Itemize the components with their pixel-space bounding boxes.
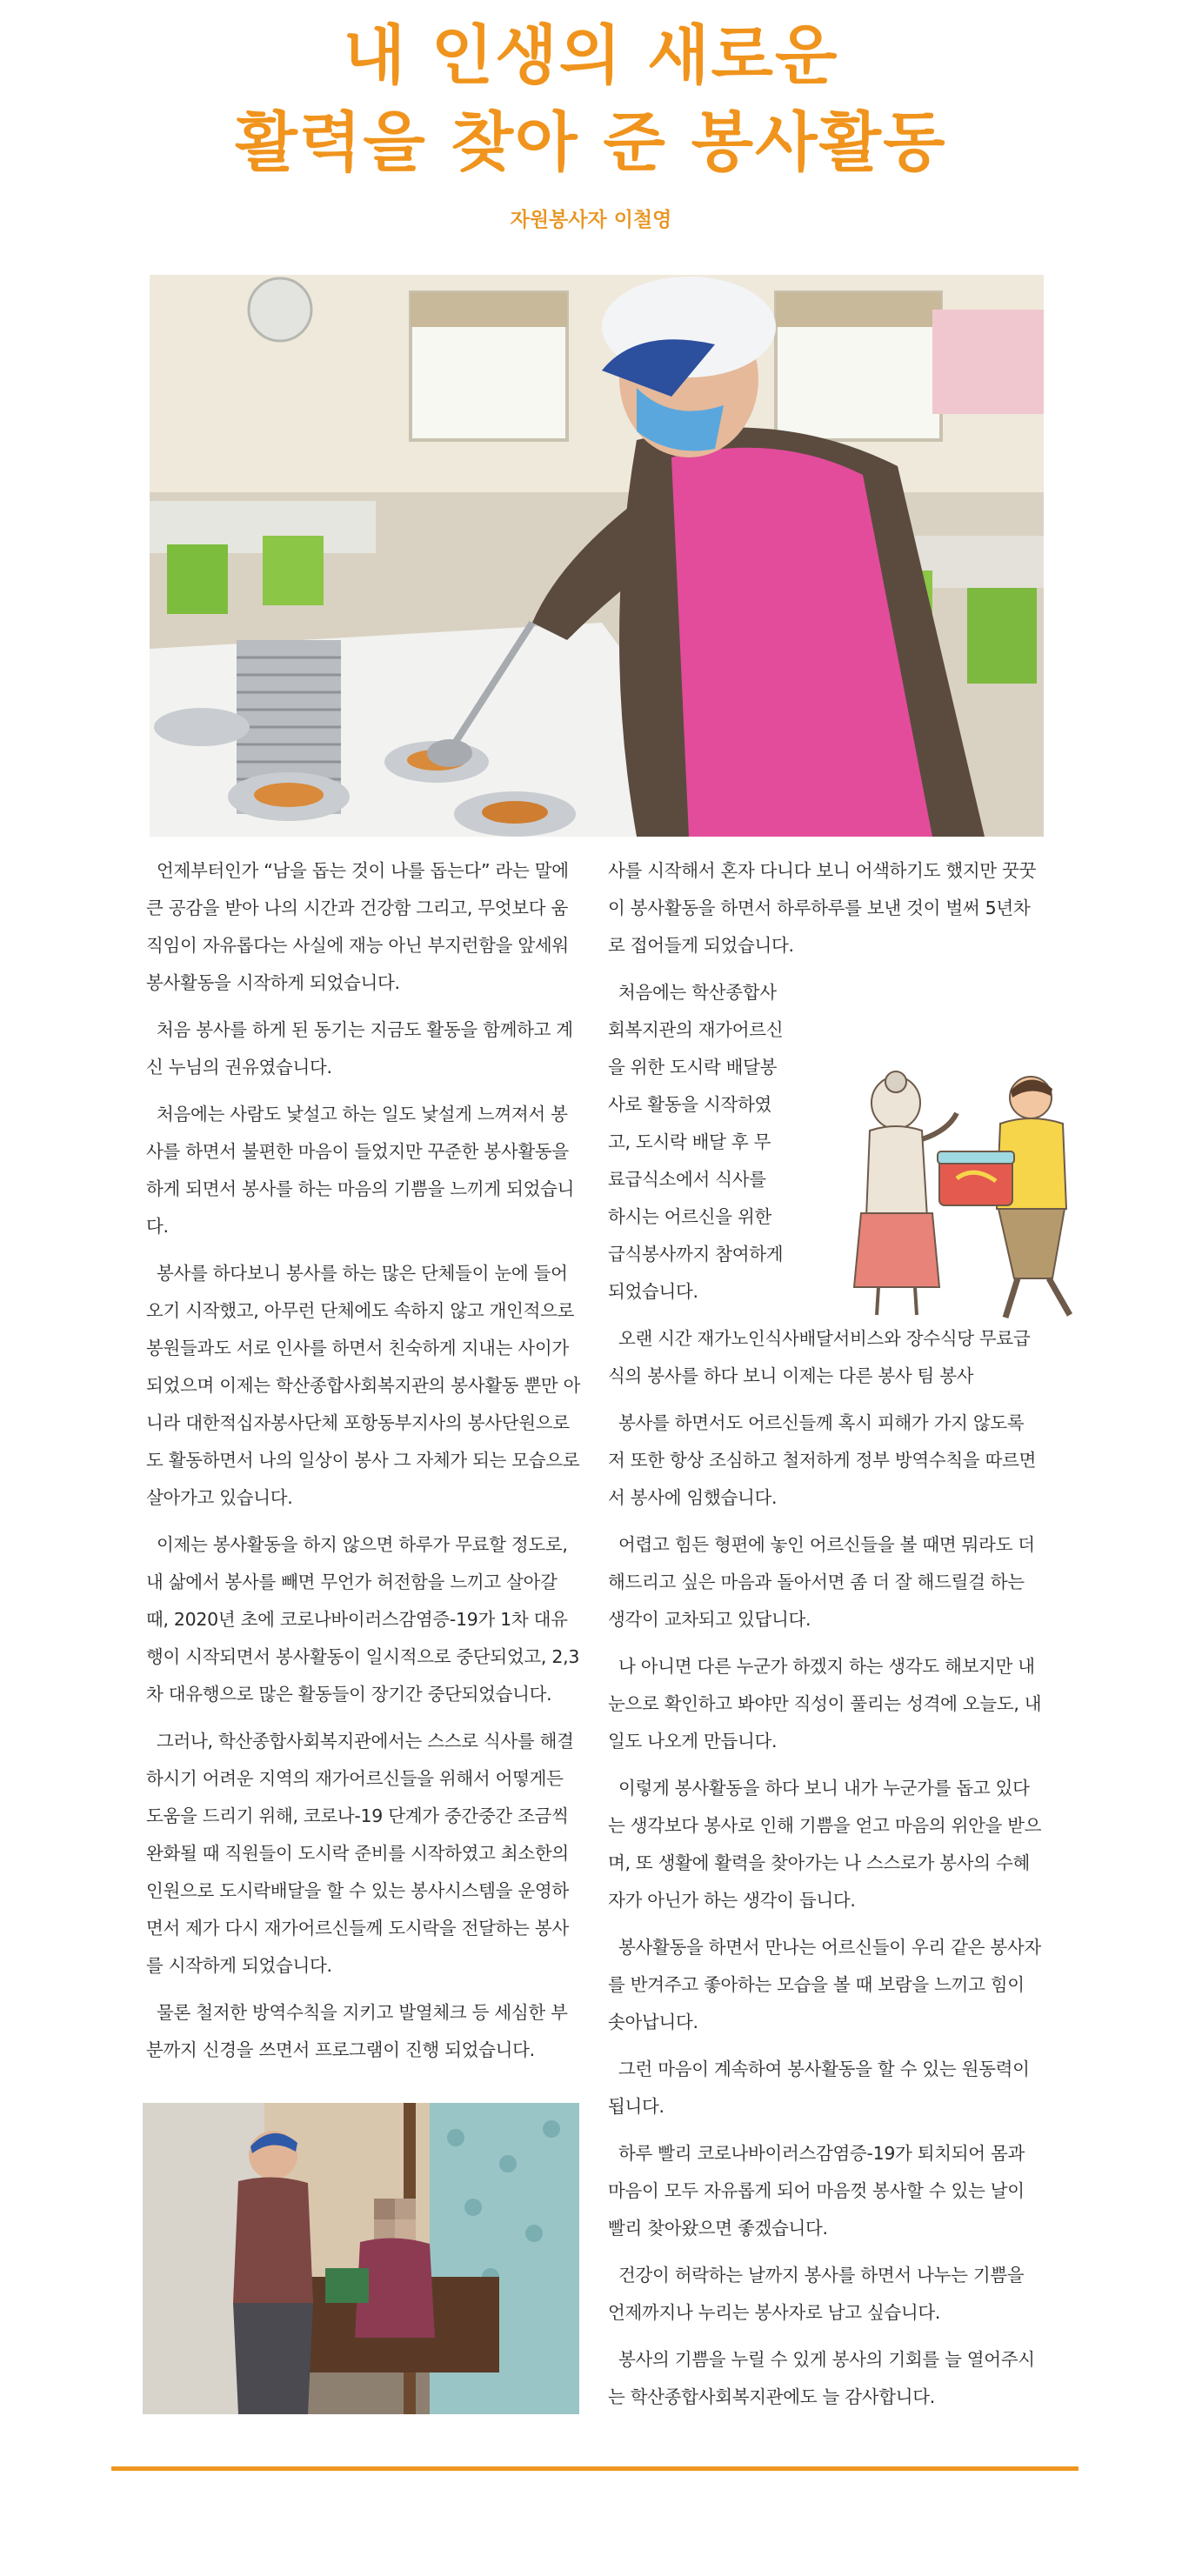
left-paragraph-3: 처음에는 사람도 낯설고 하는 일도 낯설게 느껴져서 봉사를 하면서 불편한 마음이 들었지만 꾸준한 봉사활동을 하게 되면서 봉사를 하는 마음의 기쁨을 느끼게 되었습니다. — [146, 1104, 575, 1237]
article-column-left — [146, 852, 581, 2079]
title-line-1: 내 인생의 새로운 — [343, 18, 839, 93]
left-paragraph-4: 봉사를 하다보니 봉사를 하는 많은 단체들이 눈에 들어오기 시작했고, 아무런 단체에도 속하지 않고 개인적으로 봉원들과도 서로 인사를 하면서 친숙하게 지내는 사이가 되었으며 이제는 학산종합사회복지관의 봉사활동 뿐만 아니라 대한적십자봉사단체 포항동부지사의 봉사단원으로도 활동하면서 나의 일상이 봉사 그 자체가 되는 모습으로 살아가고 있습니다. — [146, 1263, 581, 1508]
right-paragraph-5: 어렵고 힘든 형편에 놓인 어르신들을 볼 때면 뭐라도 더 해드리고 싶은 마음과 돌아서면 좀 더 잘 해드릴걸 하는 생각이 교차되고 있답니다. — [608, 1534, 1035, 1630]
left-paragraph-5: 이제는 봉사활동을 하지 않으면 하루가 무료할 정도로, 내 삶에서 봉사를 빼면 무언가 허전함을 느끼고 살아갈 때, 2020년 초에 코로나바이러스감염증-19가 1차 대유행이 시작되면서 봉사활동이 일시적으로 중단되었고, 2,3차 대유행으로 많은 활동들이 장기간 중단되었습니다. — [146, 1534, 580, 1705]
right-paragraph-8: 봉사활동을 하면서 만나는 어르신들이 우리 같은 봉사자를 반겨주고 좋아하는 모습을 볼 때 보람을 느끼고 힘이 솟아납니다. — [608, 1937, 1041, 2032]
volunteer-illustration — [835, 1070, 1105, 1331]
right-paragraph-6: 나 아니면 다른 누군가 하겠지 하는 생각도 해보지만 내 눈으로 확인하고 봐야만 직성이 풀리는 성격에 오늘도, 내일도 나오게 만듭니다. — [608, 1656, 1042, 1752]
footer-divider — [111, 2466, 1078, 2471]
right-paragraph-3: 오랜 시간 재가노인식사배달서비스와 장수식당 무료급식의 봉사를 하다 보니 이제는 다른 봉사 팀 봉사 — [608, 1328, 1031, 1386]
right-paragraph-10: 하루 빨리 코로나바이러스감염증-19가 퇴치되어 몸과 마음이 모두 자유롭게 되어 마음껏 봉사할 수 있는 날이 빨리 찾아왔으면 좋겠습니다. — [608, 2143, 1025, 2239]
page-title — [0, 12, 1182, 186]
hero-photo — [150, 275, 1044, 837]
right-paragraph-12: 봉사의 기쁨을 누릴 수 있게 봉사의 기회를 늘 열어주시는 학산종합사회복지관에도 늘 감사합니다. — [608, 2349, 1035, 2407]
right-paragraph-9: 그런 마음이 계속하여 봉사활동을 할 수 있는 원동력이 됩니다. — [608, 2059, 1030, 2117]
left-paragraph-1: 언제부터인가 “남을 돕는 것이 나를 돕는다” 라는 말에 큰 공감을 받아 나의 시간과 건강함 그리고, 무엇보다 움직임이 자유롭다는 사실에 재능 아닌 부지런함을 앞세워 봉사활동을 시작하게 되었습니다. — [146, 860, 569, 993]
delivery-photo — [143, 2103, 579, 2414]
left-paragraph-6: 그러나, 학산종합사회복지관에서는 스스로 식사를 해결하시기 어려운 지역의 재가어르신들을 위해서 어떻게든 도움을 드리기 위해, 코로나-19 단계가 중간중간 조금씩 완화될 때 직원들이 도시락 준비를 시작하였고 최소한의 인원으로 도시락배달을 할 수 있는 봉사시스템을 운영하면서 제가 다시 재가어르신들께 도시락을 전달하는 봉사를 시작하게 되었습니다. — [146, 1731, 574, 1976]
right-paragraph-4: 봉사를 하면서도 어르신들께 혹시 피해가 가지 않도록 저 또한 항상 조심하고 철저하게 정부 방역수칙을 따르면서 봉사에 임했습니다. — [608, 1412, 1037, 1508]
left-paragraph-2: 처음 봉사를 하게 된 동기는 지금도 활동을 함께하고 계신 누님의 권유였습니다. — [146, 1019, 573, 1078]
author-byline: 자원봉사자 이철영 — [510, 209, 672, 231]
left-paragraph-7: 물론 철저한 방역수칙을 지키고 발열체크 등 세심한 부분까지 신경을 쓰면서 프로그램이 진행 되었습니다. — [146, 2002, 568, 2060]
right-paragraph-7: 이렇게 봉사활동을 하다 보니 내가 누군가를 돕고 있다는 생각보다 봉사로 인해 기쁨을 얻고 마음의 위안을 받으며, 또 생활에 활력을 찾아가는 나 스스로가 봉사의 수혜자가 아닌가 하는 생각이 듭니다. — [608, 1778, 1042, 1911]
right-paragraph-2: 처음에는 학산종합사회복지관의 재가어르신을 위한 도시락 배달봉사로 활동을 시작하였고, 도시락 배달 후 무료급식소에서 식사를 하시는 어르신을 위한 급식봉사까지 참여하게 되었습니다. — [608, 982, 784, 1302]
title-line-2: 활력을 찾아 준 봉사활동 — [235, 105, 947, 180]
right-paragraph-1: 사를 시작해서 혼자 다니다 보니 어색하기도 했지만 꿋꿋이 봉사활동을 하면서 하루하루를 보낸 것이 벌써 5년차로 접어들게 되었습니다. — [608, 860, 1037, 956]
right-paragraph-11: 건강이 허락하는 날까지 봉사를 하면서 나누는 기쁨을 언제까지나 누리는 봉사자로 남고 싶습니다. — [608, 2265, 1025, 2323]
